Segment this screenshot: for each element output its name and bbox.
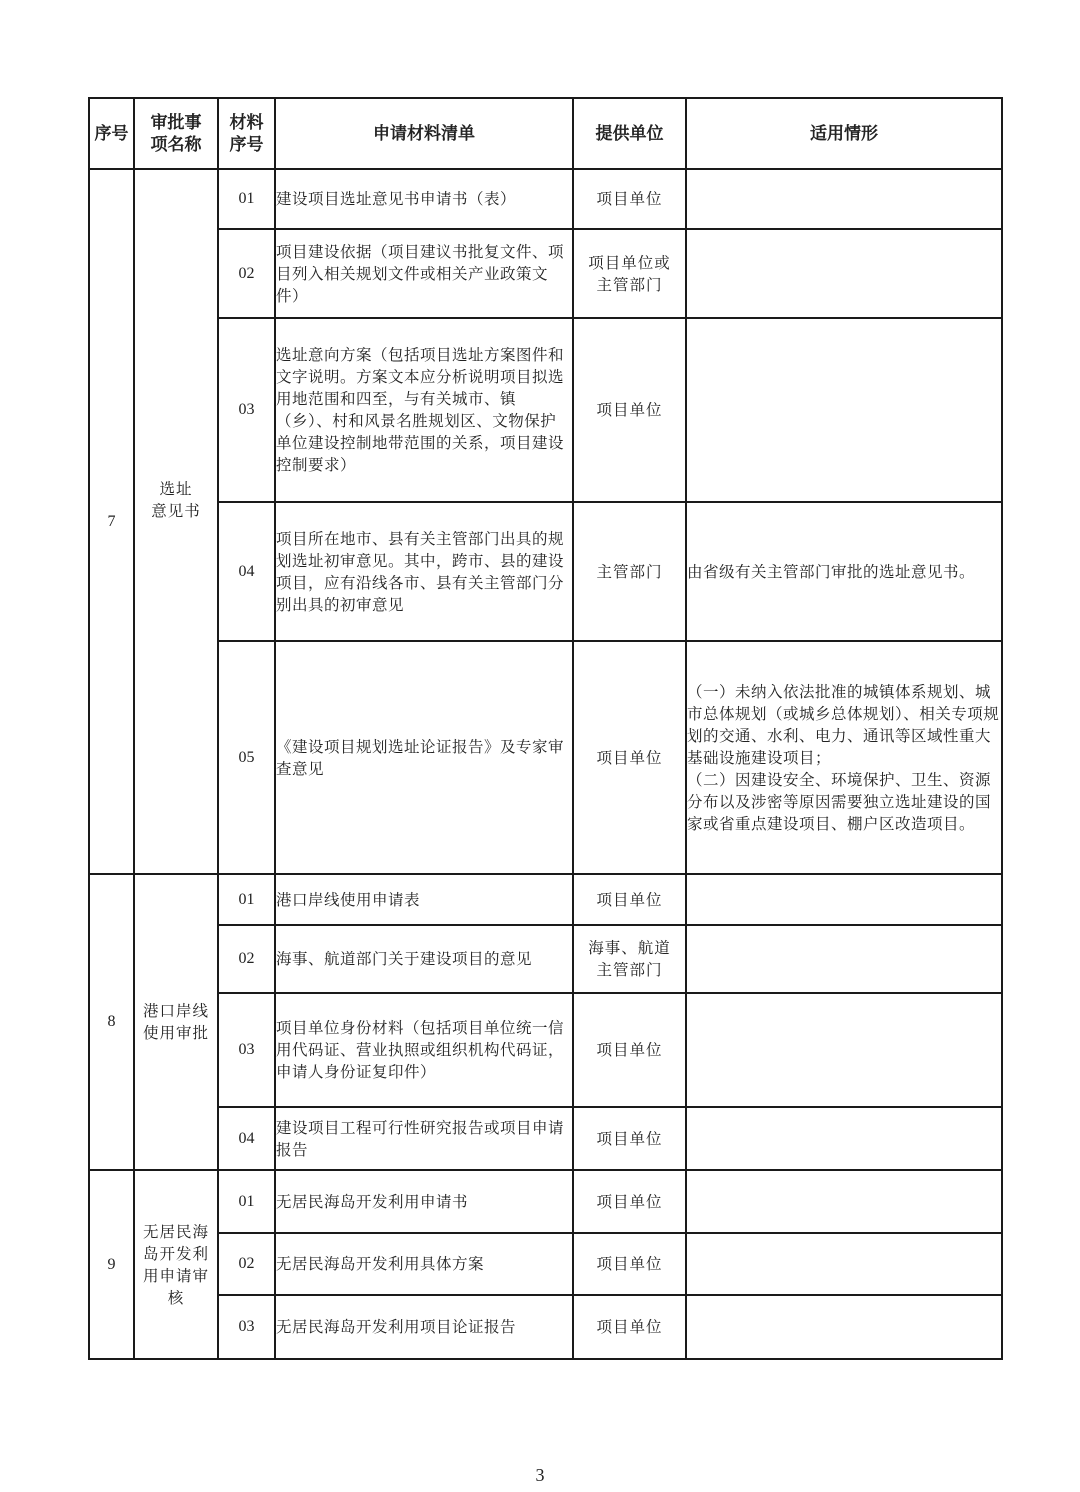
header-item-name: 审批事项名称 <box>134 98 218 169</box>
provider: 项目单位或主管部门 <box>573 229 686 318</box>
material-text: 无居民海岛开发利用申请书 <box>275 1170 573 1233</box>
material-no: 03 <box>218 318 275 502</box>
materials-table <box>88 97 1003 1360</box>
material-no: 04 <box>218 1107 275 1170</box>
material-no: 01 <box>218 874 275 925</box>
material-text: 建设项目工程可行性研究报告或项目申请报告 <box>275 1107 573 1170</box>
group-seq: 8 <box>89 874 134 1170</box>
provider: 项目单位 <box>573 641 686 874</box>
table-row <box>89 1295 1002 1359</box>
material-text: 项目建设依据（项目建议书批复文件、项目列入相关规划文件或相关产业政策文件） <box>275 229 573 318</box>
material-text: 港口岸线使用申请表 <box>275 874 573 925</box>
provider: 项目单位 <box>573 993 686 1107</box>
table-row <box>89 169 1002 229</box>
table-row <box>89 925 1002 993</box>
material-text: 海事、航道部门关于建设项目的意见 <box>275 925 573 993</box>
header-provider: 提供单位 <box>573 98 686 169</box>
material-text: 项目所在地市、县有关主管部门出具的规划选址初审意见。其中，跨市、县的建设项目，应有沿线各市、县有关主管部门分别出具的初审意见 <box>275 502 573 641</box>
provider: 项目单位 <box>573 169 686 229</box>
table-row <box>89 318 1002 502</box>
provider: 海事、航道主管部门 <box>573 925 686 993</box>
group-seq: 9 <box>89 1170 134 1359</box>
table-row <box>89 229 1002 318</box>
situation <box>686 925 1002 993</box>
situation <box>686 1170 1002 1233</box>
group-name: 港口岸线 使用审批 <box>134 874 218 1170</box>
material-no: 04 <box>218 502 275 641</box>
table-row <box>89 993 1002 1107</box>
material-no: 05 <box>218 641 275 874</box>
situation <box>686 1107 1002 1170</box>
material-text: 无居民海岛开发利用具体方案 <box>275 1233 573 1295</box>
table-row <box>89 641 1002 874</box>
situation <box>686 874 1002 925</box>
table-row <box>89 1170 1002 1233</box>
material-no: 01 <box>218 1170 275 1233</box>
provider: 项目单位 <box>573 1170 686 1233</box>
situation <box>686 169 1002 229</box>
situation <box>686 1233 1002 1295</box>
situation <box>686 993 1002 1107</box>
table-row <box>89 1233 1002 1295</box>
situation <box>686 318 1002 502</box>
material-text: 项目单位身份材料（包括项目单位统一信用代码证、营业执照或组织机构代码证，申请人身份证复印件） <box>275 993 573 1107</box>
situation <box>686 229 1002 318</box>
page-number: 3 <box>535 1465 545 1485</box>
header-material-seq: 材料序号 <box>218 98 275 169</box>
material-no: 02 <box>218 1233 275 1295</box>
material-no: 03 <box>218 1295 275 1359</box>
situation: （一）未纳入依法批准的城镇体系规划、城市总体规划（或城乡总体规划）、相关专项规划的交通、水利、电力、通讯等区域性重大基础设施建设项目； （二）因建设安全、环境保护、卫生、资源分布以及涉密等原因需要独立选址建设的国家或省重点建设项目、棚户区改造项目。 <box>686 641 1002 874</box>
situation <box>686 1295 1002 1359</box>
header-row <box>89 98 1002 169</box>
header-situation: 适用情形 <box>686 98 1002 169</box>
table-row <box>89 874 1002 925</box>
provider: 项目单位 <box>573 1295 686 1359</box>
group-name: 选址 意见书 <box>134 169 218 874</box>
situation: 由省级有关主管部门审批的选址意见书。 <box>686 502 1002 641</box>
table-row <box>89 502 1002 641</box>
material-no: 03 <box>218 993 275 1107</box>
provider: 项目单位 <box>573 874 686 925</box>
provider: 项目单位 <box>573 1107 686 1170</box>
material-text: 建设项目选址意见书申请书（表） <box>275 169 573 229</box>
material-no: 01 <box>218 169 275 229</box>
material-text: 无居民海岛开发利用项目论证报告 <box>275 1295 573 1359</box>
material-text: 《建设项目规划选址论证报告》及专家审查意见 <box>275 641 573 874</box>
provider: 项目单位 <box>573 318 686 502</box>
header-seq: 序号 <box>89 98 134 169</box>
provider: 项目单位 <box>573 1233 686 1295</box>
group-seq: 7 <box>89 169 134 874</box>
group-name: 无居民海岛开发利用申请审核 <box>134 1170 218 1359</box>
table-row <box>89 1107 1002 1170</box>
header-materials: 申请材料清单 <box>275 98 573 169</box>
provider: 主管部门 <box>573 502 686 641</box>
material-no: 02 <box>218 925 275 993</box>
material-text: 选址意向方案（包括项目选址方案图件和文字说明。方案文本应分析说明项目拟选用地范围和四至，与有关城市、镇（乡）、村和风景名胜规划区、文物保护单位建设控制地带范围的关系，项目建设控制要求） <box>275 318 573 502</box>
material-no: 02 <box>218 229 275 318</box>
